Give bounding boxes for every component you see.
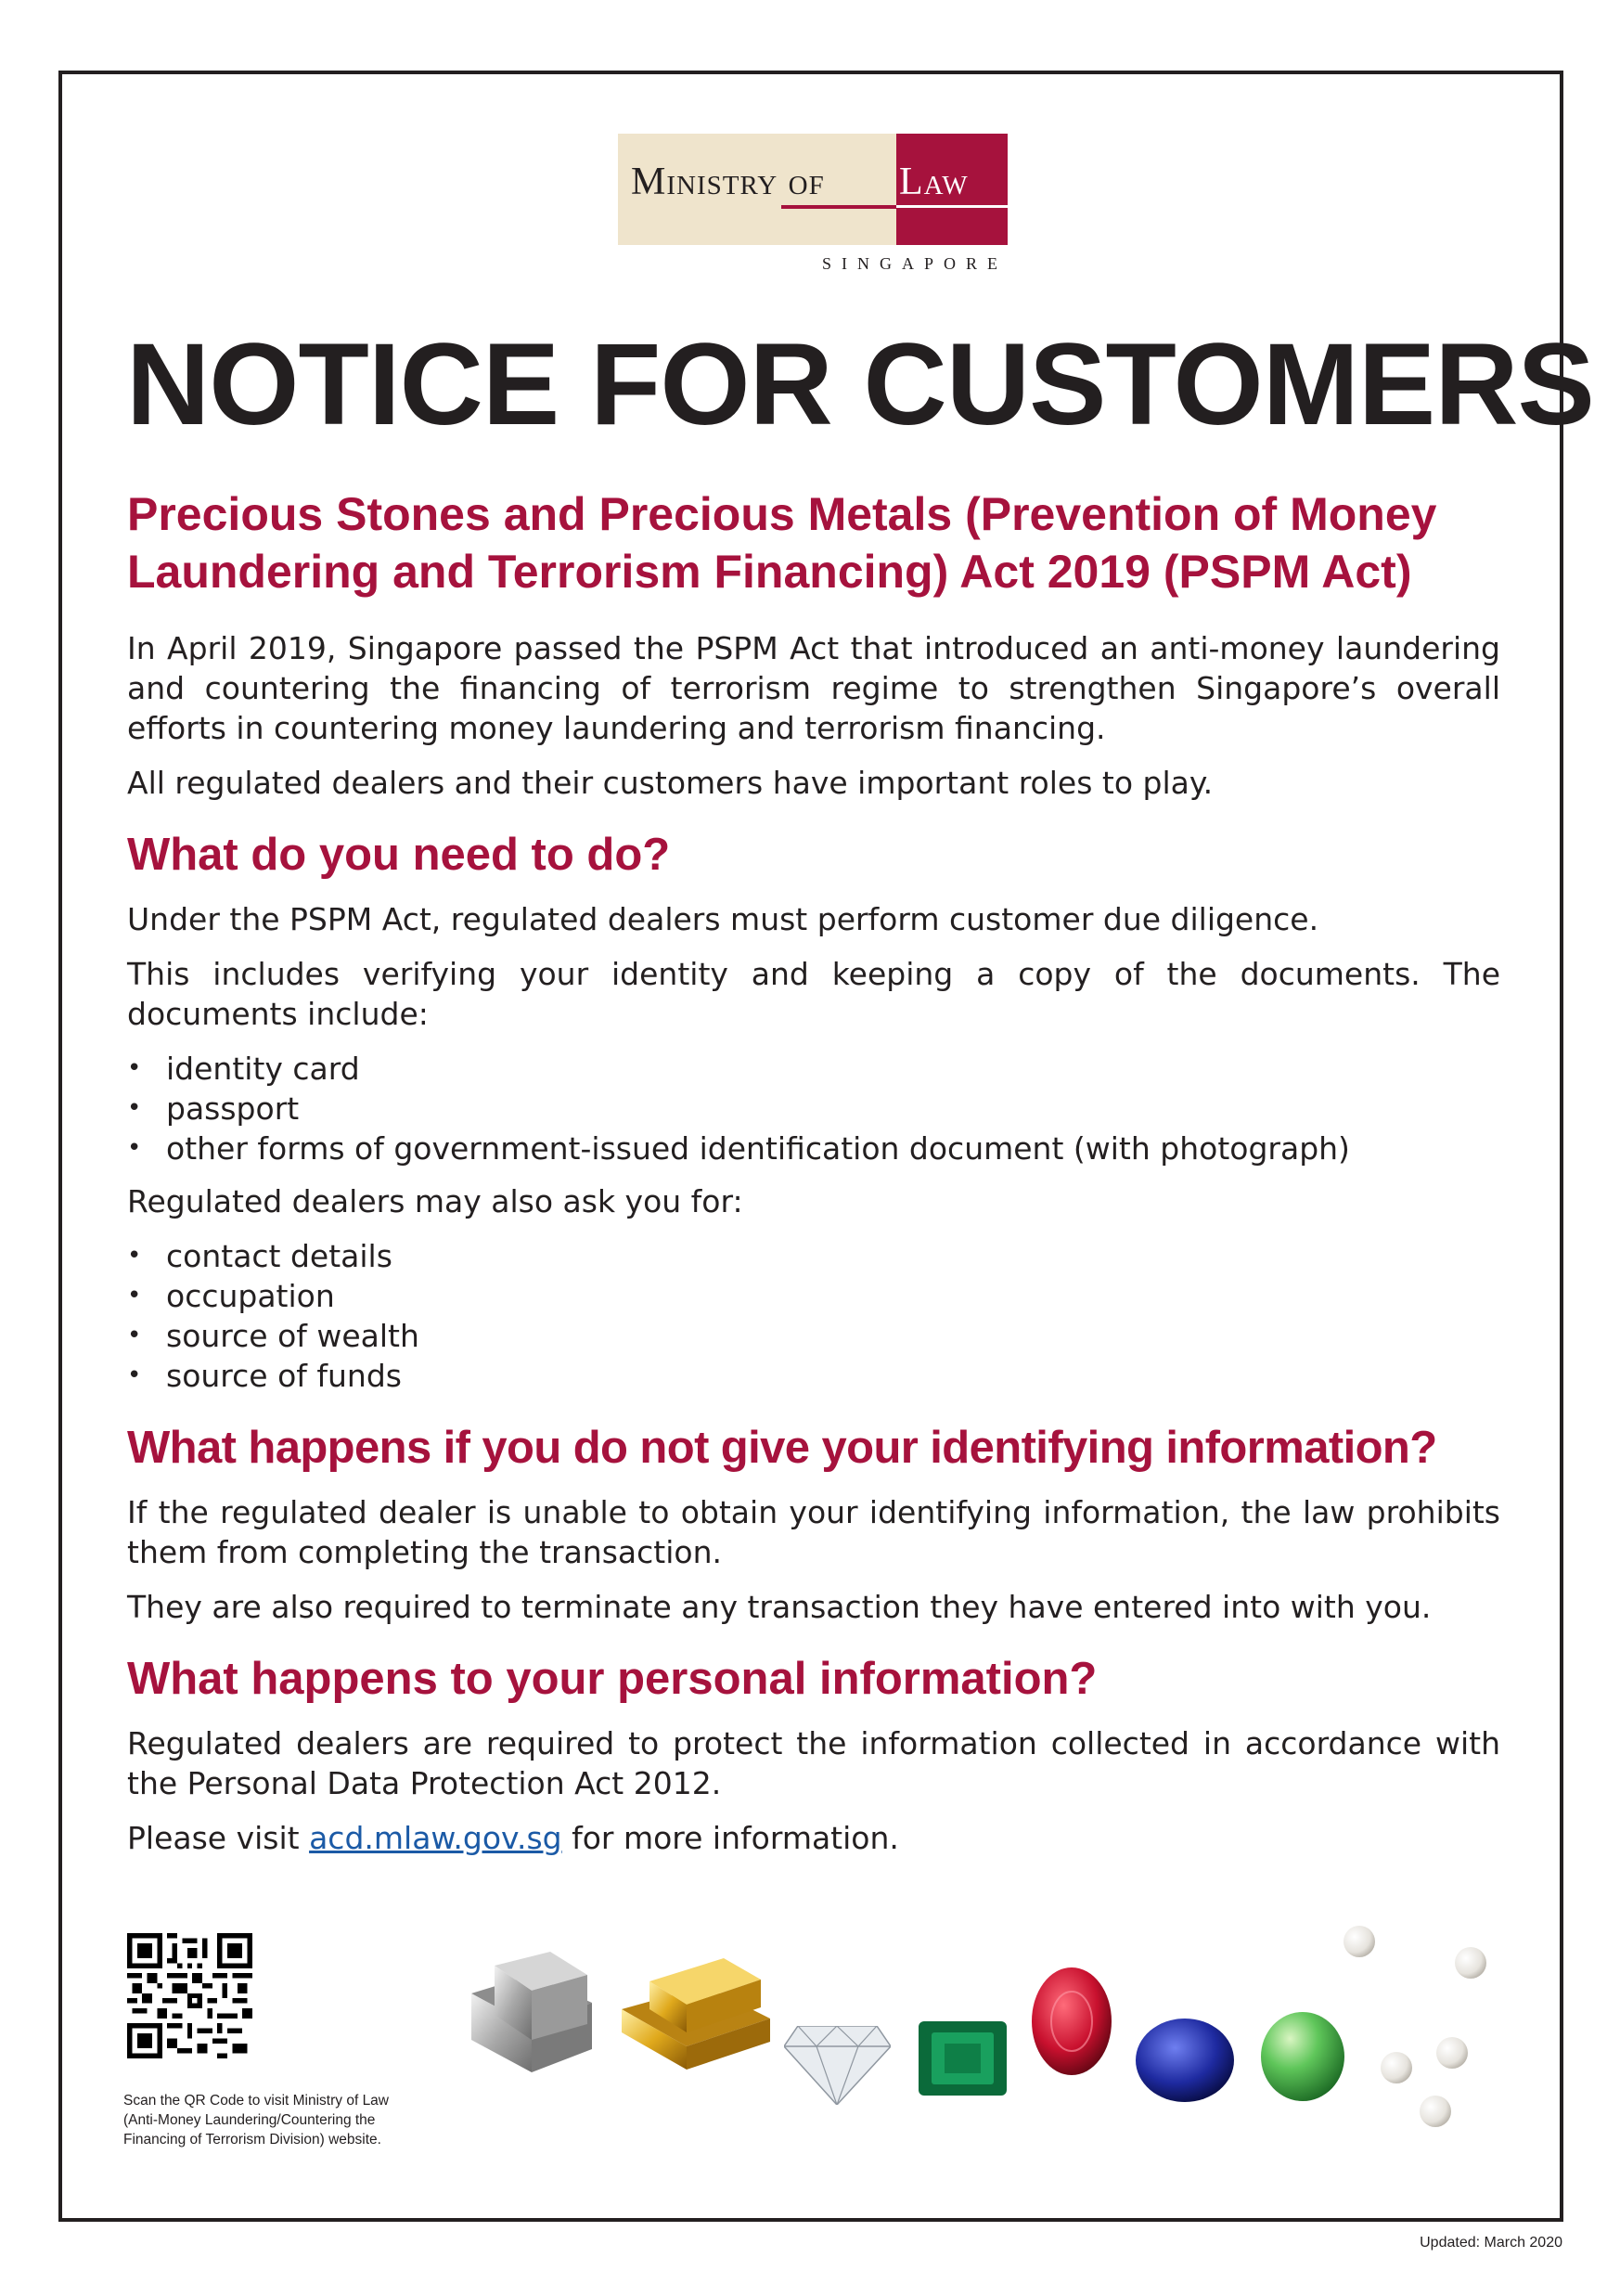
documents-list [127, 1049, 1500, 1168]
qr-caption: Scan the QR Code to visit Ministry of Law (Anti-Money Laundering/Countering the Financing of Terrorism Division) website. [123, 2093, 390, 2148]
ministry-of-law-logo [618, 134, 1008, 277]
list-item: • identity card [127, 1049, 1500, 1089]
logo-underline [781, 205, 896, 209]
section3-paragraph-1: Regulated dealers are required to protect the information collected in accordance with the Personal Data Protection Act 2012. [127, 1725, 1500, 1801]
logo-ministry-word: Ministry of [631, 161, 825, 203]
section-heading-what-to-do: What do you need to do? [127, 830, 671, 880]
section1-paragraph-2: This includes verifying your identity and keeping a copy of the documents. The documents include: [127, 956, 1500, 1032]
logo-law-text [899, 160, 969, 204]
list-item: • source of wealth [127, 1316, 1500, 1356]
emerald-image [919, 2021, 1007, 2096]
visit-paragraph [127, 1818, 1500, 1858]
diamond-image [784, 2026, 891, 2105]
notice-body [127, 485, 1500, 1873]
silver-bars-image [467, 1952, 597, 2077]
list-item: • contact details [127, 1236, 1500, 1276]
updated-date: Updated: March 2020 [1420, 2235, 1562, 2251]
list-item: • source of funds [127, 1356, 1500, 1396]
page-title: NOTICE FOR CUSTOMERS [126, 320, 1594, 449]
ruby-image [1030, 1966, 1113, 2077]
qr-code[interactable] [127, 1933, 252, 2058]
section-heading-personal-information: What happens to your personal information? [127, 1654, 1098, 1704]
visit-text-after: for more information. [561, 1820, 899, 1856]
gold-bars-image [622, 1954, 770, 2070]
list-item: • other forms of government-issued identification document (with photograph) [127, 1129, 1500, 1168]
section1-paragraph-1: Under the PSPM Act, regulated dealers must perform customer due diligence. [127, 901, 1319, 937]
section1-paragraph-3: Regulated dealers may also ask you for: [127, 1183, 743, 1219]
section-heading-no-information: What happens if you do not give your identifying information? [127, 1423, 1437, 1473]
section2-paragraph-2: They are also required to terminate any transaction they have entered into with you. [127, 1589, 1432, 1625]
intro-paragraph-2: All regulated dealers and their customers have important roles to play. [127, 765, 1214, 801]
intro-paragraph-1: In April 2019, Singapore passed the PSPM Act that introduced an anti-money laundering and countering the financing of terrorism regime to strengthen Singapore’s overall efforts in countering money laundering and terrorism financing. [127, 630, 1500, 746]
website-link[interactable]: acd.mlaw.gov.sg [309, 1820, 562, 1856]
logo-country-text: SINGAPORE [821, 254, 1008, 273]
section2-paragraph-1: If the regulated dealer is unable to obtain your identifying information, the law prohibits them from completing the transaction. [127, 1494, 1500, 1570]
logo-ministry-text [631, 160, 825, 204]
visit-text-before: Please visit [127, 1820, 310, 1856]
logo-underline-white [896, 205, 1008, 208]
pearls-image [1331, 1921, 1517, 2162]
sapphire-image [1134, 2017, 1236, 2105]
logo-law-word: Law [899, 161, 969, 203]
extra-info-list [127, 1236, 1500, 1396]
list-item: • occupation [127, 1276, 1500, 1316]
list-item: • passport [127, 1089, 1500, 1129]
act-subtitle: Precious Stones and Precious Metals (Prevention of Money Laundering and Terrorism Financing) Act 2019 (PSPM Act) [127, 488, 1437, 598]
